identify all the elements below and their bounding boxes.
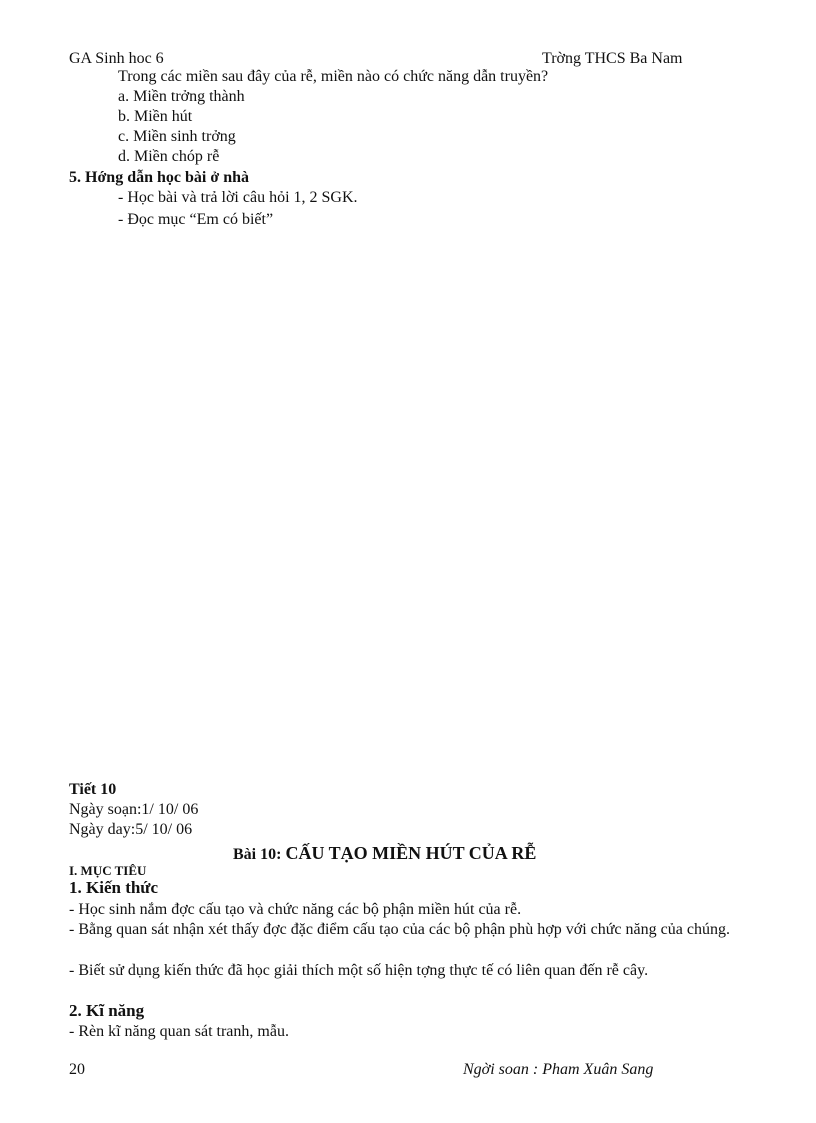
- quiz-option: b. Miền hút: [118, 108, 193, 125]
- header-course: GA Sinh hoc 6: [69, 50, 164, 67]
- lesson-title-prefix: Bài 10:: [233, 846, 282, 863]
- section-heading: I. MỤC TIÊU: [69, 863, 147, 878]
- quiz-option: d. Miền chóp rễ: [118, 148, 220, 165]
- homework-item: - Học bài và trả lời câu hỏi 1, 2 SGK.: [118, 189, 358, 206]
- quiz-option: a. Miền trởng thành: [118, 88, 245, 105]
- lesson-period: Tiết 10: [69, 781, 117, 798]
- knowledge-item: - Bằng quan sát nhận xét thấy đợc đặc điểm cấu tạo của các bộ phận phù hợp với chức năng của chúng.: [69, 921, 730, 938]
- page-number: 20: [69, 1061, 85, 1078]
- footer-author: Ngời soan : Pham Xuân Sang: [463, 1061, 654, 1078]
- knowledge-heading: 1. Kiến thức: [69, 878, 159, 897]
- lesson-title-text: CẤU TẠO MIỀN HÚT CỦA RỄ: [285, 843, 537, 863]
- header-school: Trờng THCS Ba Nam: [542, 50, 683, 67]
- date-prepared: Ngày soạn:1/ 10/ 06: [69, 801, 199, 818]
- skills-heading: 2. Kĩ năng: [69, 1001, 145, 1020]
- date-taught: Ngày day:5/ 10/ 06: [69, 821, 193, 838]
- skills-item: - Rèn kĩ năng quan sát tranh, mẫu.: [69, 1023, 289, 1040]
- quiz-option: c. Miền sinh trởng: [118, 128, 236, 145]
- lesson-title: [233, 843, 536, 864]
- homework-item: - Đọc mục “Em có biết”: [118, 211, 274, 228]
- homework-heading: 5. Hớng dẫn học bài ở nhà: [69, 169, 249, 186]
- knowledge-item: - Học sinh nắm đợc cấu tạo và chức năng các bộ phận miền hút của rễ.: [69, 901, 522, 918]
- quiz-question: Trong các miền sau đây của rễ, miền nào có chức năng dẫn truyền?: [118, 68, 549, 85]
- knowledge-item: - Biết sử dụng kiến thức đã học giải thích một số hiện tợng thực tế có liên quan đến rễ cây.: [69, 962, 649, 979]
